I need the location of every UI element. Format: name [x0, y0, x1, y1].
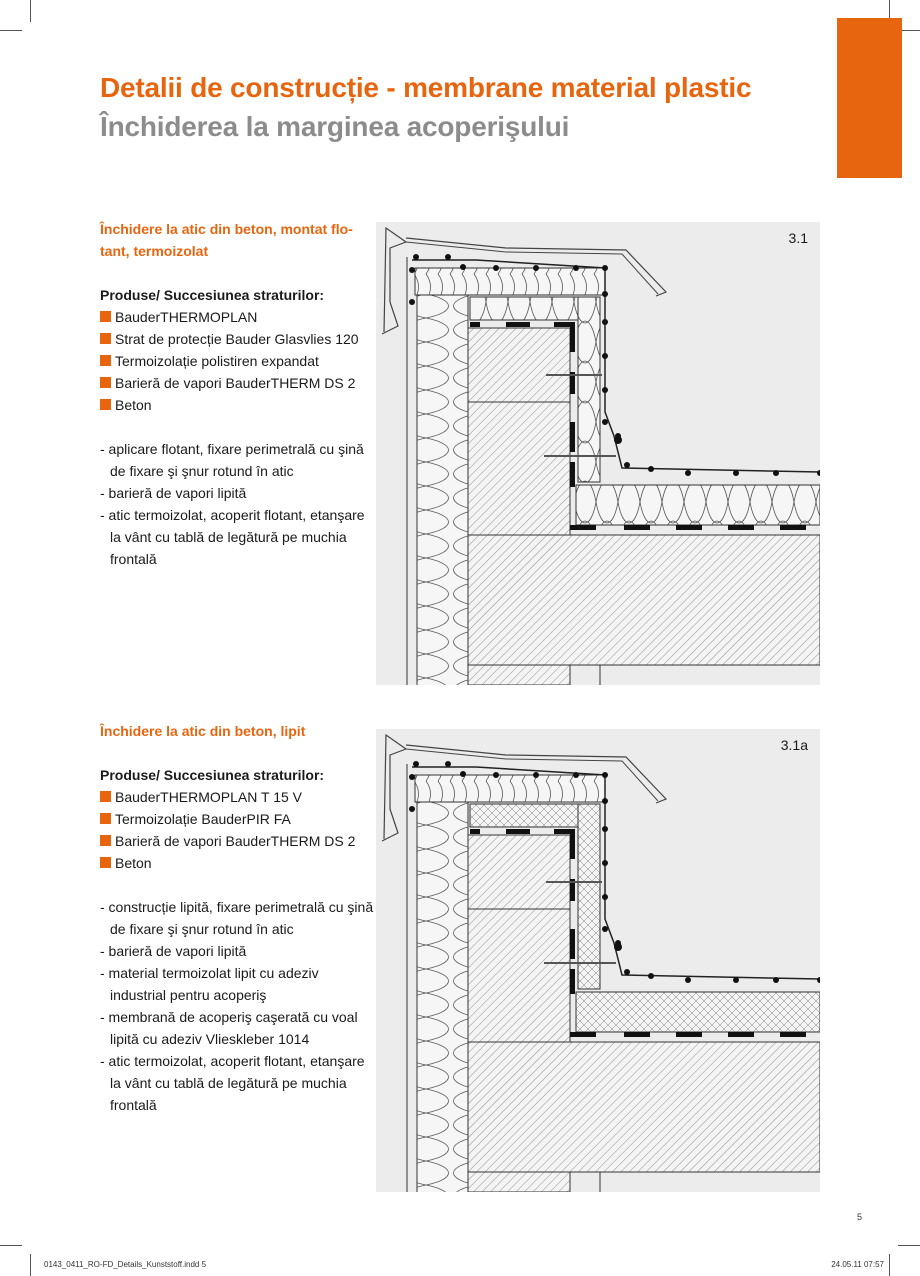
parapet-top-insulation [470, 297, 578, 320]
fastener-dot [733, 977, 739, 983]
vapor-barrier-strip [780, 525, 806, 530]
fastener-dot [602, 419, 608, 425]
fastener-dot [409, 806, 415, 812]
fastener-dot [493, 772, 499, 778]
fastener-dot [648, 973, 654, 979]
fastener-dot [817, 977, 820, 983]
bullet-square-icon [100, 835, 111, 846]
bullet-square-icon [100, 333, 111, 344]
fastener-dot [602, 353, 608, 359]
product-label: Termoizolație BauderPIR FA [115, 811, 291, 827]
parapet-side-insulation [578, 297, 600, 482]
fastener-dot [533, 772, 539, 778]
product-label: Barieră de vapori BauderTHERM DS 2 [115, 375, 356, 391]
notes-list [100, 896, 375, 1116]
fastener-dot [602, 894, 608, 900]
product-item [100, 830, 375, 852]
crop-mark [889, 1254, 890, 1276]
parapet-top-insulation [470, 804, 578, 827]
vapor-barrier-strip [676, 1032, 702, 1037]
vapor-barrier-strip [728, 1032, 754, 1037]
bullet-square-icon [100, 311, 111, 322]
wall-insulation [417, 802, 468, 1192]
footer-date: 24.05.11 07:57 [831, 1260, 884, 1269]
vapor-barrier-strip [570, 422, 575, 452]
product-label: Beton [115, 397, 152, 413]
diagram-drawing [376, 222, 820, 685]
fastener-dot [602, 860, 608, 866]
product-item [100, 372, 375, 394]
fastener-dot [602, 319, 608, 325]
parapet-side-insulation [578, 804, 600, 989]
note-item: - membrană de acoperiş caşerată cu voal lipită cu adeziv Vlieskleber 1014 [100, 1009, 358, 1047]
crop-mark [30, 0, 31, 22]
products-list [100, 786, 375, 874]
section-tab [837, 18, 902, 178]
bullet-square-icon [100, 377, 111, 388]
fastener-dot [602, 798, 608, 804]
vapor-barrier-strip [624, 1032, 650, 1037]
vapor-barrier-strip [470, 829, 480, 834]
page-subtitle: Închiderea la marginea acoperişului [100, 111, 570, 142]
products-list [100, 306, 375, 416]
page-title: Detalii de construcție - membrane material plastic [100, 72, 752, 103]
vapor-barrier-strip [570, 969, 575, 994]
round-cord [614, 436, 622, 444]
vapor-barrier-strip [570, 929, 575, 959]
note-item: - barieră de vapori lipită [100, 485, 247, 501]
construction-diagram-3-1 [376, 222, 820, 685]
figure-label: 3.1a [780, 737, 808, 753]
section-bonded [100, 720, 375, 1116]
note-item: - atic termoizolat, acoperit flotant, etanşare la vânt cu tablă de legătură pe muchia frontală [100, 1053, 365, 1113]
product-item [100, 350, 375, 372]
roof-insulation [576, 992, 820, 1032]
concrete-slab [468, 1042, 820, 1172]
vapor-barrier-strip [506, 829, 530, 834]
product-item [100, 306, 375, 328]
fastener-dot [624, 969, 630, 975]
fastener-dot [602, 265, 608, 271]
vapor-barrier-strip [728, 525, 754, 530]
product-item [100, 328, 375, 350]
fastener-dot [413, 254, 419, 260]
crop-mark [898, 1245, 920, 1246]
footer-file: 0143_0411_RO-FD_Details_Kunststoff.indd 5 [44, 1260, 207, 1269]
product-label: Termoizolație polistiren expandat [115, 353, 319, 369]
fastener-dot [409, 774, 415, 780]
product-item [100, 394, 375, 416]
vapor-barrier-strip [780, 1032, 806, 1037]
fastener-dot [413, 761, 419, 767]
product-item [100, 808, 375, 830]
bullet-square-icon [100, 813, 111, 824]
vapor-barrier-strip [570, 525, 596, 530]
fastener-dot [573, 772, 579, 778]
fastener-dot [409, 267, 415, 273]
fastener-dot [648, 466, 654, 472]
products-title: Produse/ Succesiunea straturilor: [100, 767, 325, 783]
metal-coping-left [382, 228, 406, 334]
fastener-dot [773, 470, 779, 476]
products-title: Produse/ Succesiunea straturilor: [100, 287, 325, 303]
bullet-square-icon [100, 791, 111, 802]
fastener-dot [602, 926, 608, 932]
fastener-dot [685, 977, 691, 983]
vapor-barrier-strip [506, 322, 530, 327]
fastener-dot [409, 299, 415, 305]
diagram-drawing [376, 729, 820, 1192]
product-label: Beton [115, 855, 152, 871]
fastener-dot [533, 265, 539, 271]
vapor-barrier-strip [554, 829, 572, 834]
note-item: - atic termoizolat, acoperit flotant, etanşare la vânt cu tablă de legătură pe muchia frontală [100, 507, 365, 567]
fastener-dot [460, 264, 466, 270]
vapor-barrier-strip [570, 322, 575, 352]
section-floating [100, 218, 375, 570]
fastener-dot [445, 761, 451, 767]
fastener-dot [573, 265, 579, 271]
metal-coping-left [382, 735, 406, 841]
fastener-dot [773, 977, 779, 983]
note-item: - aplicare flotant, fixare perimetrală cu şină de fixare şi şnur rotund în atic [100, 441, 364, 479]
roof-insulation [576, 485, 820, 525]
figure-label: 3.1 [788, 230, 808, 246]
crop-mark [0, 30, 22, 31]
vapor-barrier-strip [570, 829, 575, 859]
fastener-dot [493, 265, 499, 271]
crop-mark [0, 1245, 22, 1246]
page-number: 5 [856, 1212, 862, 1222]
vapor-barrier-strip [554, 322, 572, 327]
round-cord [614, 943, 622, 951]
product-label: Strat de protecție Bauder Glasvlies 120 [115, 331, 359, 347]
fastener-dot [445, 254, 451, 260]
vapor-barrier-strip [470, 322, 480, 327]
vapor-barrier-strip [570, 462, 575, 487]
section-heading: Închidere la atic din beton, lipit [100, 723, 306, 739]
bullet-square-icon [100, 857, 111, 868]
product-label: BauderTHERMOPLAN [115, 309, 258, 325]
product-label: BauderTHERMOPLAN T 15 V [115, 789, 303, 805]
section-heading: Închidere la atic din beton, montat flo-tant, termoizolat [100, 221, 353, 259]
product-item [100, 852, 375, 874]
product-item [100, 786, 375, 808]
fastener-dot [602, 387, 608, 393]
vapor-barrier-strip [624, 525, 650, 530]
vapor-barrier-strip [676, 525, 702, 530]
bullet-square-icon [100, 399, 111, 410]
vapor-barrier-strip [570, 1032, 596, 1037]
top-insulation-board [415, 775, 605, 802]
product-label: Barieră de vapori BauderTHERM DS 2 [115, 833, 356, 849]
wall-insulation [417, 295, 468, 685]
fastener-dot [602, 772, 608, 778]
top-insulation-board [415, 268, 605, 295]
bullet-square-icon [100, 355, 111, 366]
construction-diagram-3-1a [376, 729, 820, 1192]
concrete-slab [468, 535, 820, 665]
crop-mark [30, 1254, 31, 1276]
note-item: - material termoizolat lipit cu adeziv industrial pentru acoperiş [100, 965, 319, 1003]
fastener-dot [602, 291, 608, 297]
fastener-dot [460, 771, 466, 777]
note-item: - barieră de vapori lipită [100, 943, 247, 959]
fastener-dot [817, 470, 820, 476]
notes-list [100, 438, 375, 570]
fastener-dot [602, 826, 608, 832]
fastener-dot [733, 470, 739, 476]
fastener-dot [624, 462, 630, 468]
note-item: - construcție lipită, fixare perimetrală cu şină de fixare şi şnur rotund în atic [100, 899, 374, 937]
fastener-dot [685, 470, 691, 476]
